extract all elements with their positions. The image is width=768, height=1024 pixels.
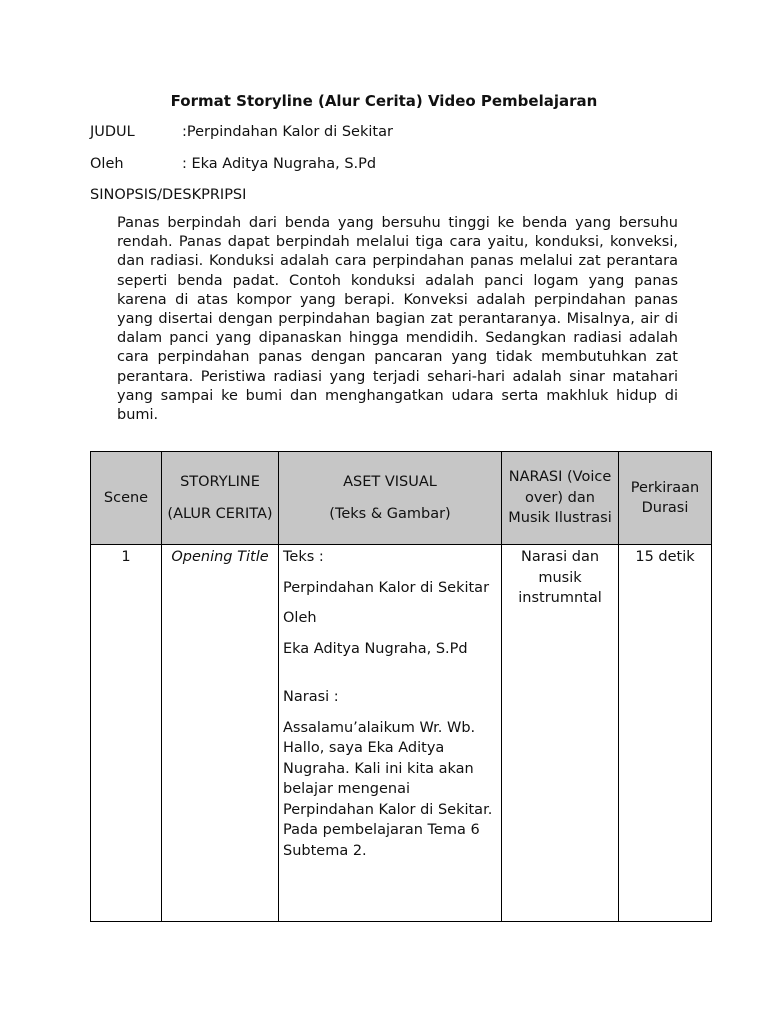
aset-narasi-text: Assalamu’alaikum Wr. Wb. Hallo, saya Eka Aditya Nugraha. Kali ini kita akan belajar mengenai Perpindahan Kalor di Sekitar. Pada pembelajaran Tema 6 Subtema 2. xyxy=(283,719,493,859)
document-title: Format Storyline (Alur Cerita) Video Pembelajaran xyxy=(170,92,598,110)
header-aset-line2: (Teks & Gambar) xyxy=(329,505,451,522)
judul-row xyxy=(90,124,393,140)
sinopsis-paragraph: Panas berpindah dari benda yang bersuhu tinggi ke benda yang bersuhu rendah. Panas dapat berpindah melalui tiga cara yaitu, konduksi, konveksi, dan radiasi. Konduksi adalah cara perpindahan panas melalui zat perantara seperti benda padat. Contoh konduksi adalah panci logam yang panas karena di atas kompor yang berapi. Konveksi adalah perpindahan panas yang disertai dengan perpindahan bagian zat perantaranya. Misalnya, air di dalam panci yang dipanaskan hingga mendidih. Sedangkan radiasi adalah cara perpindahan panas dengan pancaran yang tidak membutuhkan zat perantara. Peristiwa radiasi yang terjadi sehari-hari adalah sinar matahari yang sampai ke bumi dan menghangatkan udara serta makhluk hidup di bumi. xyxy=(117,215,678,424)
oleh-value: : Eka Aditya Nugraha, S.Pd xyxy=(182,156,377,172)
header-scene: Scene xyxy=(91,452,162,545)
oleh-row xyxy=(90,156,376,172)
aset-teks-label: Teks : xyxy=(283,549,324,565)
header-narasi: NARASI (Voice over) dan Musik Ilustrasi xyxy=(502,452,619,545)
aset-narasi-label: Narasi : xyxy=(283,689,339,705)
storyline-table xyxy=(90,451,712,922)
table-row xyxy=(91,545,712,922)
sinopsis-label: SINOPSIS/DESKPRIPSI xyxy=(90,187,247,203)
header-aset-visual xyxy=(279,452,502,545)
judul-value: :Perpindahan Kalor di Sekitar xyxy=(182,124,393,140)
header-storyline-line1: STORYLINE xyxy=(180,474,260,490)
cell-storyline: Opening Title xyxy=(162,545,279,922)
cell-aset-visual xyxy=(279,545,502,922)
header-storyline xyxy=(162,452,279,545)
table-header-row xyxy=(91,452,712,545)
aset-teks-title: Perpindahan Kalor di Sekitar xyxy=(283,579,490,596)
header-aset-line1: ASET VISUAL xyxy=(343,474,437,490)
header-durasi: Perkiraan Durasi xyxy=(619,452,712,545)
aset-author: Eka Aditya Nugraha, S.Pd xyxy=(283,640,468,657)
cell-scene: 1 xyxy=(91,545,162,922)
header-storyline-line2: (ALUR CERITA) xyxy=(167,505,273,522)
oleh-label: Oleh xyxy=(90,156,124,172)
cell-narasi: Narasi dan musik instrumntal xyxy=(502,545,619,922)
cell-durasi: 15 detik xyxy=(619,545,712,922)
aset-oleh: Oleh xyxy=(283,610,317,626)
judul-label: JUDUL xyxy=(90,124,135,140)
